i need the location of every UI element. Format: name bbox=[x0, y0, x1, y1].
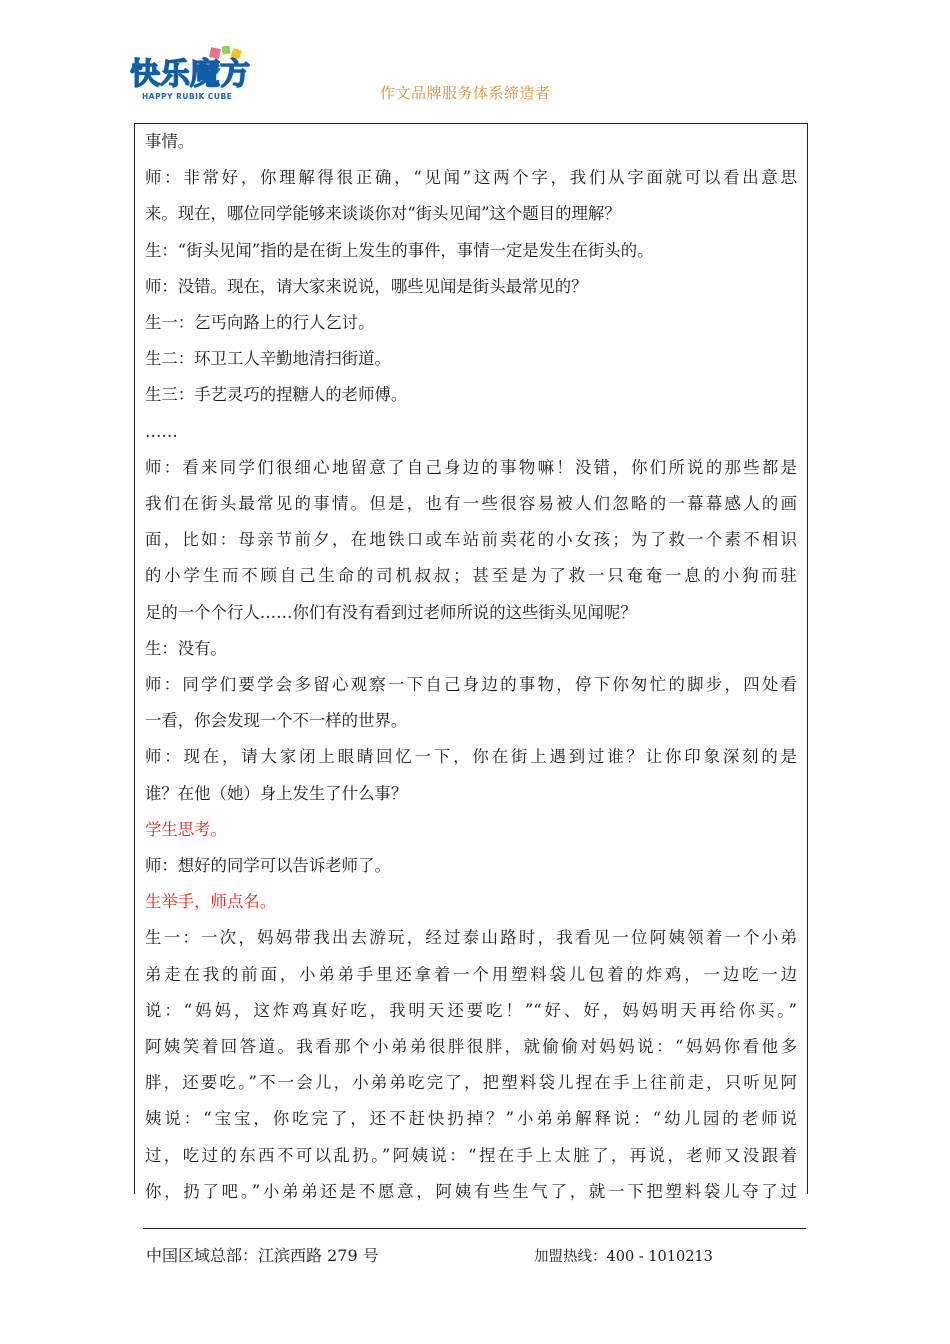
transcript-line: 说：“妈妈，这炸鸡真好吃，我明天还要吃！”“好、好，妈妈明天再给你买。” bbox=[145, 1000, 797, 1020]
transcript-line: 的小学生而不顾自己生命的司机叔叔；甚至是为了救一只奄奄一息的小狗而驻 bbox=[145, 566, 797, 586]
transcript-line: 一看，你会发现一个不一样的世界。 bbox=[145, 711, 408, 731]
transcript-line: 生二：环卫工人辛勤地清扫街道。 bbox=[145, 349, 391, 369]
stage-direction: 生举手，师点名。 bbox=[145, 892, 277, 912]
transcript-line: 生三：手艺灵巧的捏糖人的老师傅。 bbox=[145, 385, 408, 405]
transcript-line: 弟走在我的前面，小弟弟手里还拿着一个用塑料袋儿包着的炸鸡，一边吃一边 bbox=[145, 964, 797, 984]
transcript-line: 师：现在，请大家闭上眼睛回忆一下，你在街上遇到过谁？让你印象深刻的是 bbox=[145, 747, 797, 767]
transcript-line: 足的一个个行人……你们有没有看到过老师所说的这些街头见闻呢？ bbox=[145, 602, 637, 622]
transcript-line: 事情。 bbox=[145, 132, 195, 151]
transcript-line: 师：同学们要学会多留心观察一下自己身边的事物，停下你匆忙的脚步，四处看 bbox=[145, 675, 797, 695]
transcript-line: 你，扔了吧。”小弟弟还是不愿意，阿姨有些生气了，就一下把塑料袋儿夺了过 bbox=[145, 1181, 797, 1201]
transcript-line: 师：没错。现在，请大家来说说，哪些见闻是街头最常见的？ bbox=[145, 276, 588, 296]
transcript-line: 来。现在，哪位同学能够来谈谈你对“街头见闻”这个题目的理解？ bbox=[145, 204, 621, 224]
transcript-line: 生一：一次，妈妈带我出去游玩，经过泰山路时，我看见一位阿姨领着一个小弟 bbox=[145, 928, 797, 948]
svg-text:HAPPY RUBIK CUBE: HAPPY RUBIK CUBE bbox=[142, 92, 233, 101]
transcript-line: 过，吃过的东西不可以乱扔。”阿姨说：“捏在手上太脏了，再说，老师又没跟着 bbox=[145, 1145, 797, 1165]
brand-logo bbox=[128, 46, 258, 104]
transcript-line: 阿姨笑着回答道。我看那个小弟弟很胖很胖，就偷偷对妈妈说：“妈妈你看他多 bbox=[145, 1037, 797, 1057]
transcript-line: 面，比如：母亲节前夕，在地铁口或车站前卖花的小女孩；为了救一个素不相识 bbox=[145, 530, 797, 550]
transcript-line: 生：没有。 bbox=[145, 638, 227, 658]
transcript-line: 姨说：“宝宝，你吃完了，还不赶快扔掉？”小弟弟解释说：“幼儿园的老师说 bbox=[145, 1109, 797, 1129]
transcript-line: 我们在街头最常见的事情。但是，也有一些很容易被人们忽略的一幕幕感人的画 bbox=[145, 494, 797, 514]
transcript-line: …… bbox=[145, 421, 178, 441]
transcript-line: 师：看来同学们很细心地留意了自己身边的事物嘛！没错，你们所说的那些都是 bbox=[145, 457, 797, 477]
transcript-line: 师：想好的同学可以告诉老师了。 bbox=[145, 856, 391, 876]
stage-direction: 学生思考。 bbox=[145, 819, 227, 839]
brand-slogan: 作文品牌服务体系缔造者 bbox=[380, 84, 551, 102]
footer-divider bbox=[143, 1228, 806, 1229]
footer-hotline: 加盟热线：400 - 1010213 bbox=[534, 1249, 713, 1265]
transcript-line: 谁？在他（她）身上发生了什么事？ bbox=[145, 783, 408, 803]
lesson-transcript-box bbox=[134, 123, 808, 1201]
transcript-line: 生：“街头见闻”指的是在街上发生的事件，事情一定是发生在街头的。 bbox=[145, 240, 654, 260]
svg-text:快乐魔方: 快乐魔方 bbox=[130, 57, 250, 92]
transcript-line: 师：非常好，你理解得很正确，“见闻”这两个字，我们从字面就可以看出意思 bbox=[145, 168, 797, 188]
page-header bbox=[0, 0, 950, 115]
footer-address: 中国区域总部：江滨西路 279 号 bbox=[146, 1246, 379, 1265]
transcript-line: 胖，还要吃。”不一会儿，小弟弟吃完了，把塑料袋儿捏在手上往前走，只听见阿 bbox=[145, 1073, 797, 1093]
transcript-line: 生一：乞丐向路上的行人乞讨。 bbox=[145, 313, 375, 333]
